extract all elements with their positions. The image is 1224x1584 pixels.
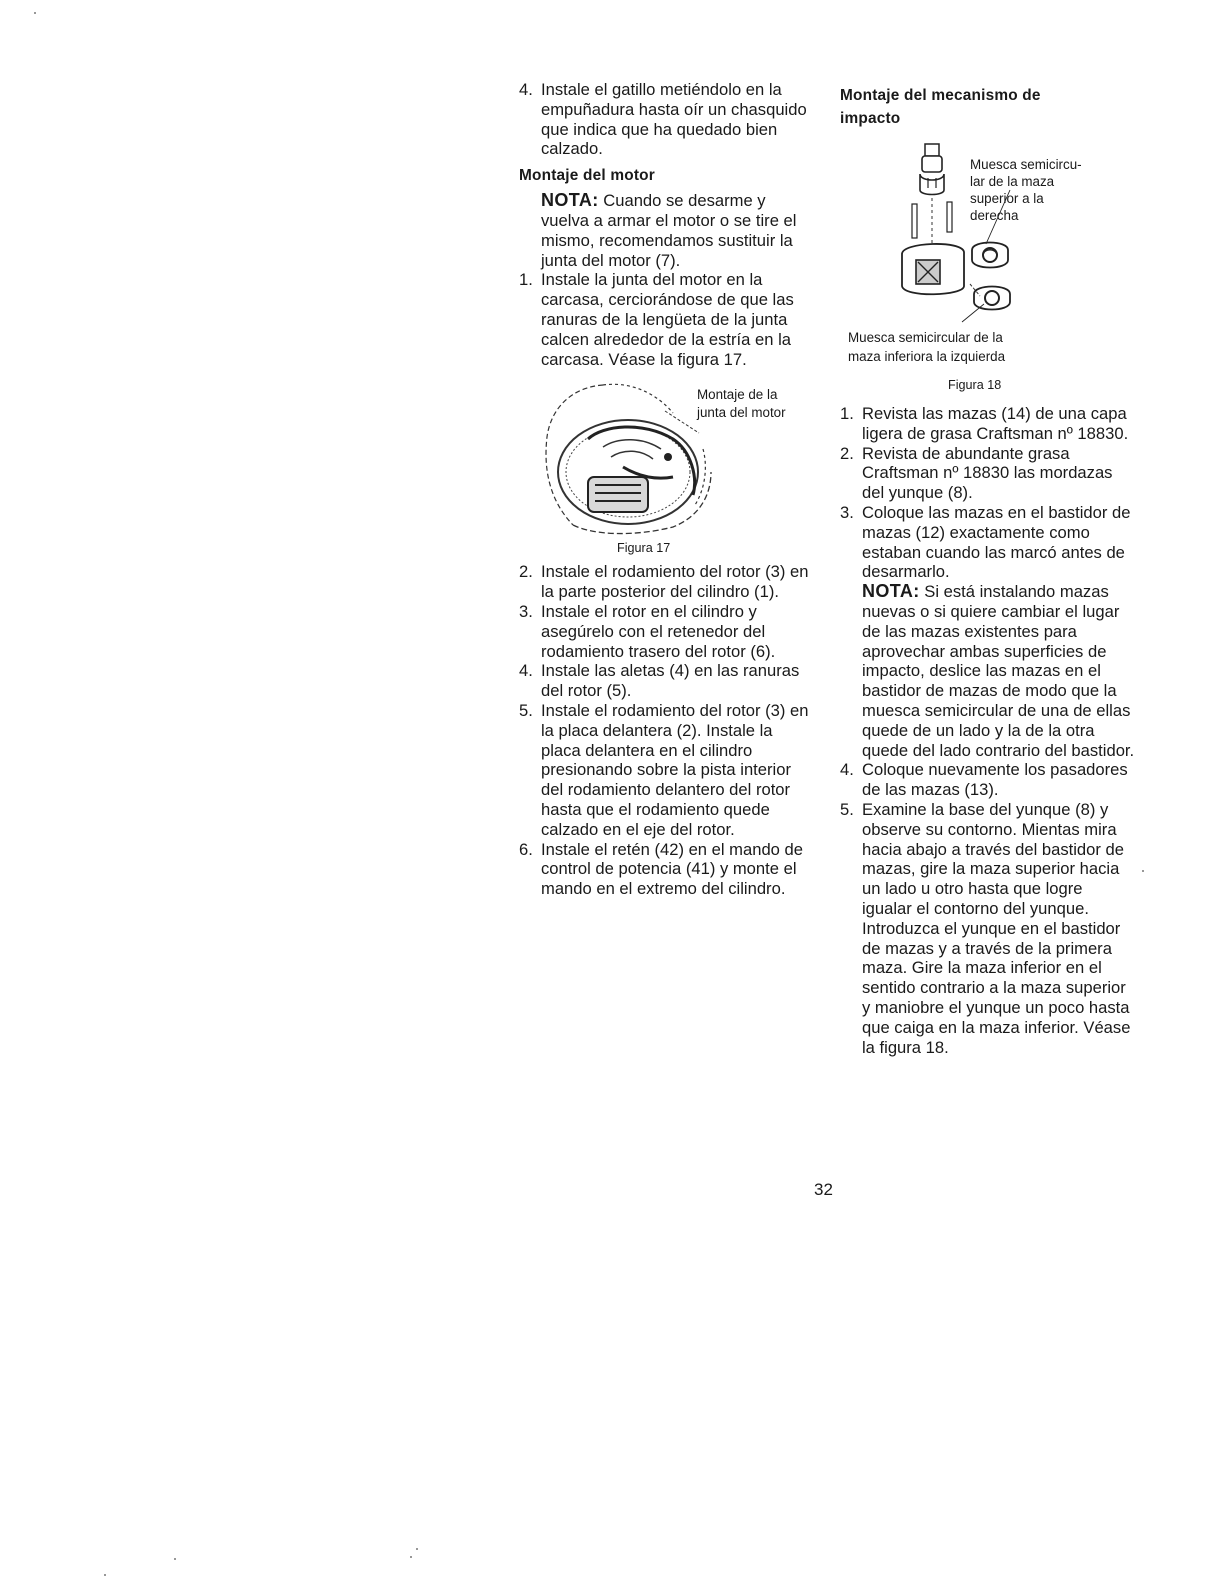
- step-text: Revista de abundante grasa Craftsman nº 18830 las mordazas del yunque (8).: [862, 443, 1113, 503]
- step-number: 1.: [519, 270, 533, 290]
- scan-speck: [104, 1574, 106, 1576]
- scan-speck: [1142, 870, 1144, 872]
- list-item: [519, 840, 815, 899]
- list-item: [519, 602, 815, 661]
- note-label: NOTA:: [541, 190, 599, 211]
- step-text: Revista las mazas (14) de una capa ligera de grasa Craftsman nº 18830.: [862, 404, 1129, 443]
- step-text: Instale la junta del motor en la carcasa, cerciorándose de que las ranuras de la lengüeta de la junta calcen alrededor de la estría en la carcasa. Véase la figura 17.: [541, 270, 794, 369]
- step-number: 1.: [840, 404, 854, 423]
- figure-label-line: Montaje de la: [697, 387, 778, 403]
- step-text: Instale el retén (42) en el mando de control de potencia (41) y monte el mando en el extremo del cilindro.: [541, 839, 803, 899]
- list-item: [519, 270, 815, 369]
- list-item: [519, 661, 815, 701]
- scan-speck: [34, 12, 36, 14]
- list-item: [519, 562, 815, 602]
- figure-label-line: superior a la: [970, 191, 1044, 206]
- list-item: [519, 701, 815, 840]
- figure-label-line: derecha: [970, 208, 1019, 223]
- note-motor: [519, 191, 815, 270]
- step-number: 3.: [840, 502, 854, 522]
- section-title-motor: Montaje del motor: [519, 167, 655, 185]
- step-text: Instale el gatillo metiéndolo en la empuñadura hasta oír un chasquido que indica que ha quedado bien calzado.: [541, 80, 807, 159]
- list-item: [519, 80, 815, 159]
- step-number: 4.: [840, 760, 854, 780]
- list-item: [840, 444, 1136, 503]
- note-text: Cuando se desarme y vuelva a armar el motor o se tire el mismo, recomendamos sustituir la junta del motor (7).: [541, 191, 797, 270]
- step-list-impacto: [840, 404, 1136, 582]
- figure-18-caption: Figura 18: [948, 378, 1002, 392]
- step-text: Instale el rodamiento del rotor (3) en la placa delantera (2). Instale la placa delantera en el cilindro presionando sobre la pista interior del rodamiento delantero del rotor hasta que el rodamiento quede calzado en el eje del rotor.: [541, 700, 809, 839]
- figure-17-caption: Figura 17: [617, 541, 671, 556]
- step-list-motor-1: [519, 270, 815, 369]
- step-number: 5.: [519, 700, 533, 720]
- scan-speck: [410, 1556, 412, 1558]
- figure-label-line: junta del motor: [697, 405, 786, 421]
- scan-speck: [174, 1558, 176, 1560]
- figure-18-top-label: [970, 156, 1082, 224]
- page-number: 32: [814, 1180, 833, 1199]
- step-list-top: [519, 80, 815, 159]
- step-text: Instale el rotor en el cilindro y asegúrelo con el retenedor del rodamiento trasero del rotor (6).: [541, 601, 776, 661]
- step-list-impacto-rest: [840, 760, 1136, 1057]
- step-text: Instale las aletas (4) en las ranuras del rotor (5).: [541, 661, 800, 701]
- left-column: [519, 80, 815, 899]
- list-item: [840, 800, 1136, 1057]
- list-item: [840, 503, 1136, 582]
- step-number: 2.: [519, 562, 533, 582]
- right-column: [840, 84, 1136, 1057]
- note-text: Si está instalando mazas nuevas o si quiere cambiar el lugar de las mazas existentes para aprovechar ambas superficies de impacto, deslice las mazas en el bastidor de mazas de modo que la muesca semicircular de una de ellas quede de un lado y la de la otra quede del lado contrario del bastidor.: [862, 582, 1135, 760]
- step-text: Instale el rodamiento del rotor (3) en la parte posterior del cilindro (1).: [541, 562, 809, 602]
- step-text: Examine la base del yunque (8) y observe su contorno. Mientas mira hacia abajo a través del bastidor de mazas, gire la maza superior hacia un lado u otro hasta que logre igualar el contorno del yunque. Introduzca el yunque en el bastidor de mazas y a través de la primera maza. Gire la maza inferior en el sentido contrario a la maza superior y maniobre el yunque un poco hasta que caiga en la maza inferior. Véase la figura 18.: [862, 799, 1131, 1057]
- step-number: 6.: [519, 839, 533, 859]
- step-text: Coloque nuevamente los pasadores de las mazas (13).: [862, 760, 1128, 800]
- figure-label-line: Muesca semicircu-: [970, 157, 1082, 172]
- note-impacto: [840, 582, 1136, 760]
- list-item: [840, 760, 1136, 800]
- list-item: [840, 404, 1136, 444]
- step-number: 4.: [519, 80, 533, 99]
- step-number: 4.: [519, 661, 533, 681]
- figure-label-line: Muesca semicircular de la: [848, 330, 1003, 345]
- step-number: 3.: [519, 601, 533, 621]
- section-title-impacto: Montaje del mecanismo de impacto: [840, 87, 1041, 127]
- step-list-motor-rest: [519, 562, 815, 899]
- step-text: Coloque las mazas en el bastidor de mazas (12) exactamente como estaban cuando las marcó antes de desarmarlo.: [862, 502, 1131, 582]
- step-number: 2.: [840, 443, 854, 463]
- step-number: 5.: [840, 799, 854, 819]
- figure-label-line: maza inferiora la izquierda: [848, 349, 1006, 364]
- figure-label-line: lar de la maza: [970, 174, 1055, 189]
- figure-18: [840, 136, 1136, 392]
- figure-17-label: [697, 386, 786, 422]
- figure-18-bottom-label: [848, 328, 1005, 366]
- note-label: NOTA:: [862, 581, 920, 602]
- figure-17: [519, 377, 815, 562]
- scan-speck: [416, 1548, 418, 1550]
